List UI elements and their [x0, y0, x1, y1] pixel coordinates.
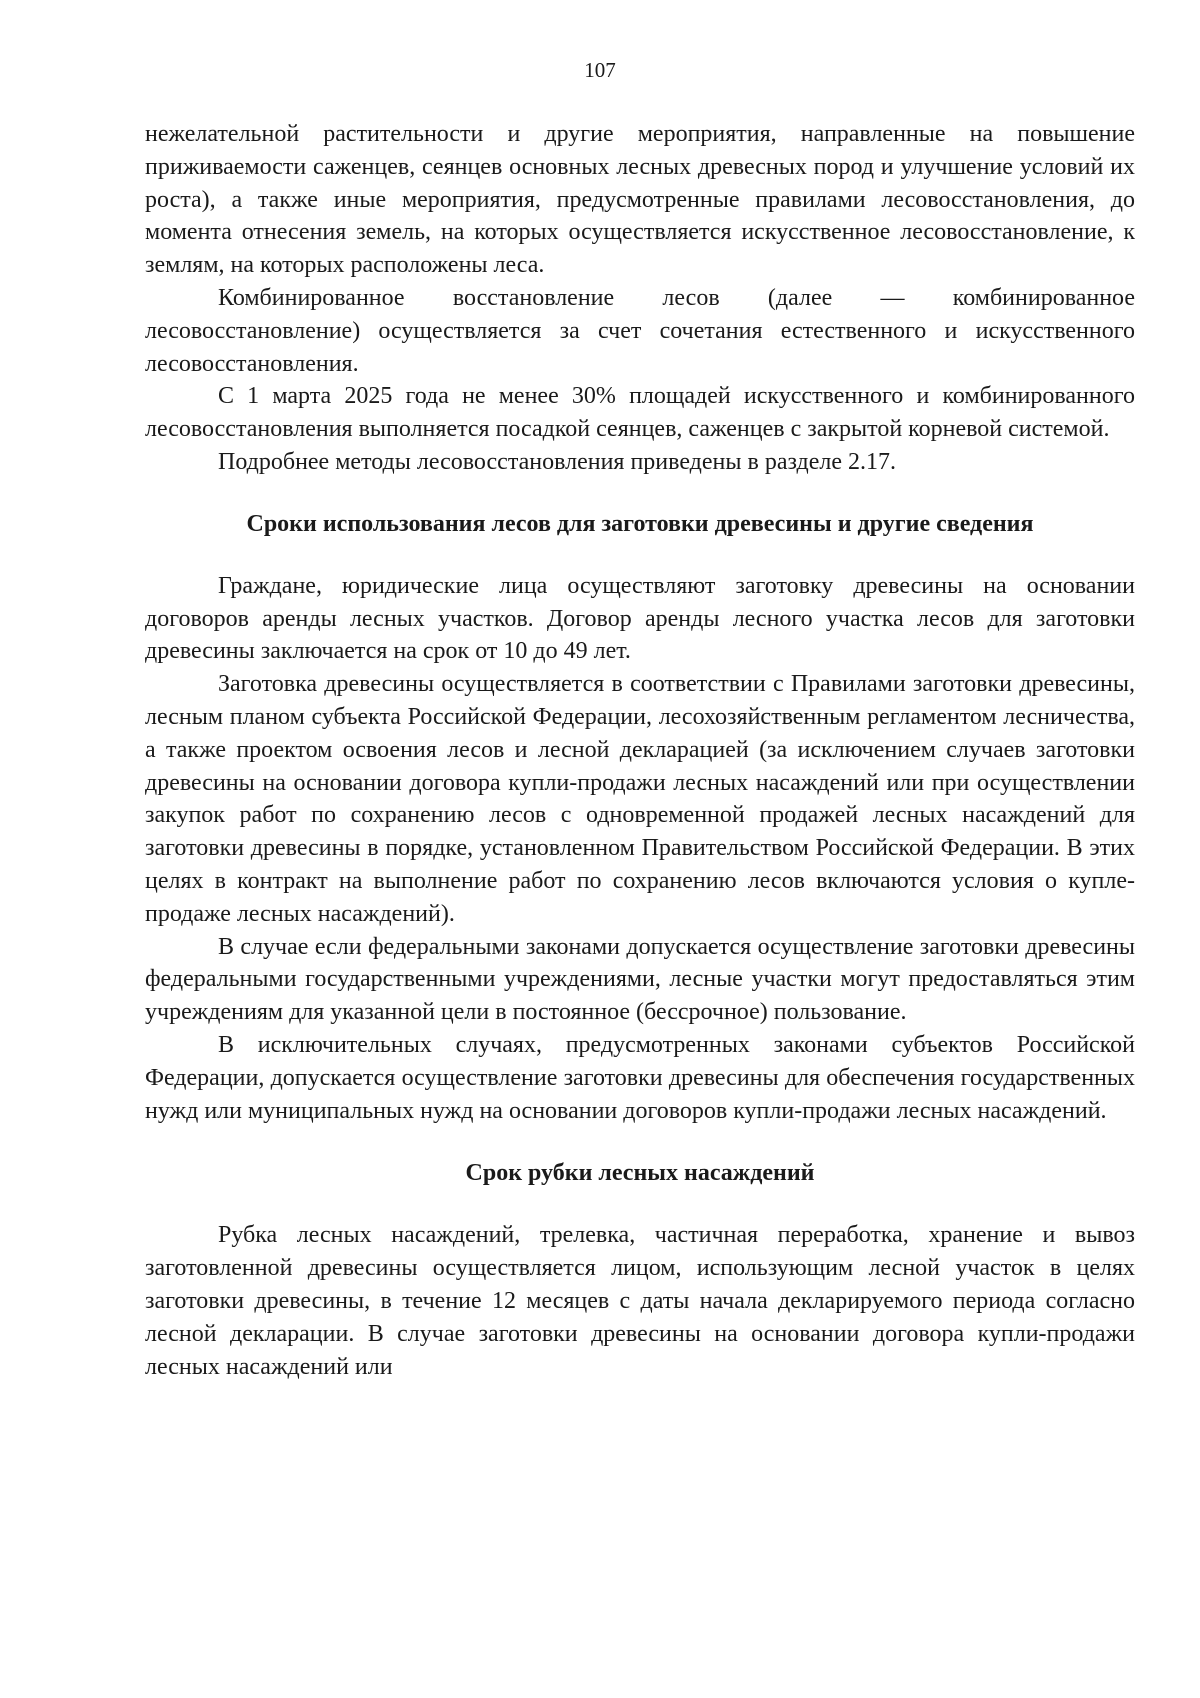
- paragraph-federal-institutions: В случае если федеральными законами допускается осуществление заготовки древесины федеральными государственными учреждениями, лесные участки могут предоставляться этим учреждениям для указанной цели в постоянное (бессрочное) пользование.: [145, 933, 1135, 1026]
- paragraph-combined-restoration: Комбинированное восстановление лесов (далее — комбинированное лесовосстановление) осуществляется за счет сочетания естественного и искусственного лесовосстановления.: [145, 284, 1135, 377]
- section-heading-terms: Сроки использования лесов для заготовки древесины и другие сведения: [246, 510, 1034, 537]
- paragraph-march-2025: С 1 марта 2025 года не менее 30% площадей искусственного и комбинированного лесовосстановления выполняется посадкой сеянцев, саженцев с закрытой корневой системой.: [145, 383, 1135, 443]
- paragraph-exceptional-cases: В исключительных случаях, предусмотренных законами субъектов Российской Федерации, допускается осуществление заготовки древесины для обеспечения государственных нужд или муниципальных нужд на основании договоров купли-продажи лесных насаждений.: [145, 1031, 1135, 1124]
- paragraph-felling-period: Рубка лесных насаждений, трелевка, частичная переработка, хранение и вывоз заготовленной древесины осуществляется лицом, использующим лесной участок в целях заготовки древесины, в течение 12 месяцев с даты начала декларируемого периода согласно лесной декларации. В случае заготовки древесины на основании договора купли-продажи лесных насаждений или: [145, 1222, 1135, 1380]
- paragraph-harvest-rules: Заготовка древесины осуществляется в соответствии с Правилами заготовки древесины, лесным планом субъекта Российской Федерации, лесохозяйственным регламентом лесничества, а также проектом освоения лесов и лесной декларацией (за исключением случаев заготовки древесины на основании договора купли-продажи лесных насаждений или при осуществлении закупок работ по сохранению лесов с одновременной продажей лесных насаждений для заготовки древесины в порядке, установленном Правительством Российской Федерации. В этих целях в контракт на выполнение работ по сохранению лесов включаются условия о купле-продаже лесных насаждений).: [145, 671, 1135, 927]
- section-heading-felling: Срок рубки лесных насаждений: [465, 1160, 815, 1187]
- page-number: 107: [584, 58, 616, 82]
- paragraph-continuation: нежелательной растительности и другие мероприятия, направленные на повышение приживаемости саженцев, сеянцев основных лесных древесных пород и улучшение условий их роста), а также иные мероприятия, предусмотренные правилами лесовосстановления, до момента отнесения земель, на которых осуществляется искусственное лесовосстановление, к землям, на которых расположены леса.: [145, 121, 1135, 279]
- paragraph-methods-reference: Подробнее методы лесовосстановления приведены в разделе 2.17.: [218, 448, 897, 475]
- page-content: [145, 118, 1135, 1383]
- paragraph-lease-terms: Граждане, юридические лица осуществляют заготовку древесины на основании договоров аренды лесных участков. Договор аренды лесного участка лесов для заготовки древесины заключается на срок от 10 до 49 лет.: [145, 572, 1135, 665]
